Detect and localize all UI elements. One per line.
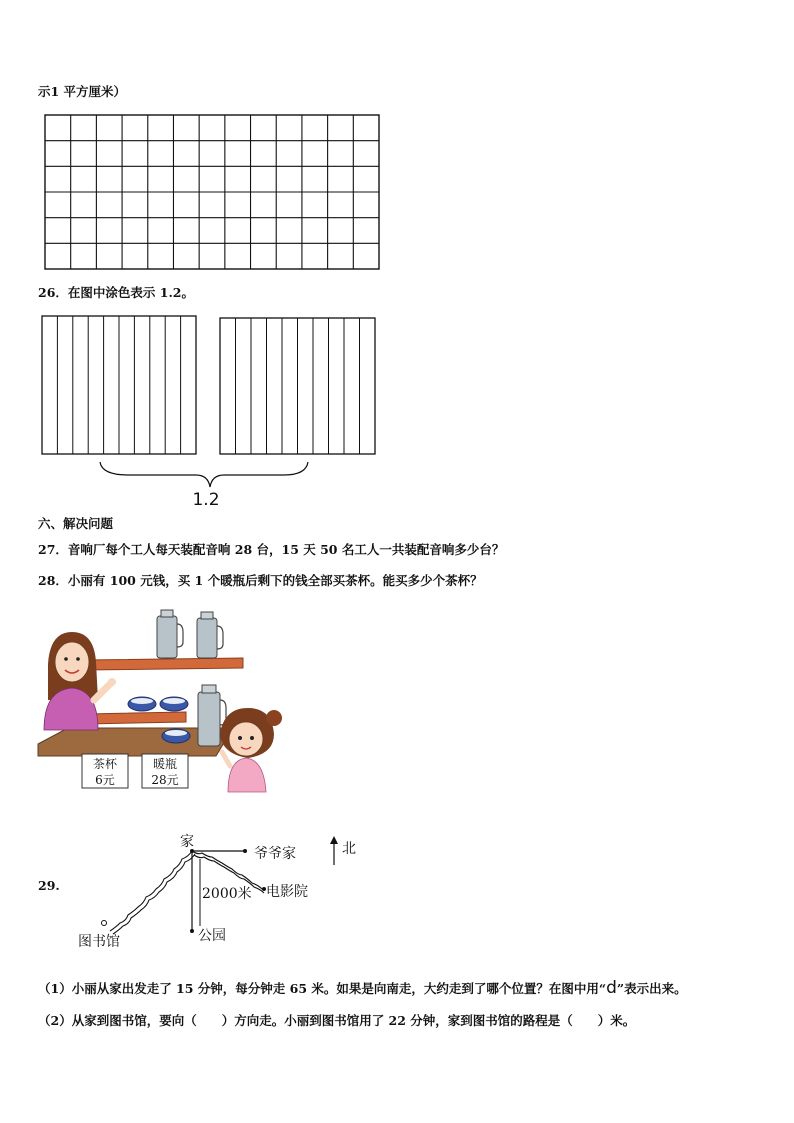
q28-question: 28．小丽有 100 元钱，买 1 个暖瓶后剩下的钱全部买茶杯。能买多少个茶杯？ <box>38 573 483 588</box>
library-label: 图书馆 <box>78 934 120 950</box>
square-grid <box>44 114 380 270</box>
strip-block-left <box>42 316 196 454</box>
mark-symbol: d <box>606 978 617 998</box>
cup-tag-name: 茶杯 <box>92 757 118 771</box>
upper-shelf <box>86 658 243 670</box>
q29-sub1-before: （1）小丽从家出发走了 15 分钟，每分钟走 65 米。如果是向南走，大约走到了哪个位置？在图中用“ <box>38 981 607 996</box>
q25-tail-text: 示1 平方厘米） <box>38 84 127 99</box>
north-arrow-icon <box>330 836 338 844</box>
cup-tag-price: 6元 <box>95 773 115 787</box>
thermos-icon <box>197 612 223 658</box>
section-title: 六、解决问题 <box>38 516 114 531</box>
q27-question: 27．音响厂每个工人每天装配音响 28 台，15 天 50 名工人一共装配音响多少台？ <box>38 542 505 557</box>
thermos-icon <box>157 610 183 658</box>
home-label: 家 <box>180 834 194 850</box>
curly-brace <box>100 462 308 487</box>
decimal-strips-figure <box>38 312 383 512</box>
library-point <box>102 921 107 926</box>
thermos-tag-price: 28元 <box>151 773 179 787</box>
route-map <box>70 828 370 950</box>
q29-sub1-after: ”表示出来。 <box>616 981 687 996</box>
q26-question: 26．在图中涂色表示 1.2。 <box>38 285 194 300</box>
strip-block-right <box>220 318 375 454</box>
park-label: 公园 <box>198 928 226 944</box>
cup-icon <box>160 697 188 711</box>
q29-number: 29. <box>38 878 60 893</box>
cinema-label: 电影院 <box>266 884 308 900</box>
distance-label: 2000米 <box>202 886 252 902</box>
thermos-tag-name: 暖瓶 <box>152 757 178 771</box>
park-point <box>190 929 194 933</box>
middle-shelf <box>86 712 186 724</box>
shop-illustration <box>38 604 293 796</box>
grandpa-label: 爷爷家 <box>254 846 296 862</box>
cup-icon <box>128 697 156 711</box>
q29-sub1 <box>38 978 687 998</box>
girl-figure <box>220 708 282 792</box>
cup-icon <box>162 729 190 743</box>
q29-sub2: （2）从家到图书馆，要向（ ）方向走。小丽到图书馆用了 22 分钟，家到图书馆的路程是（ ）米。 <box>38 1013 636 1028</box>
library-path <box>110 851 192 931</box>
cinema-path <box>192 851 262 889</box>
north-label: 北 <box>342 841 356 857</box>
grandpa-point <box>243 849 247 853</box>
brace-label: 1.2 <box>192 490 220 510</box>
